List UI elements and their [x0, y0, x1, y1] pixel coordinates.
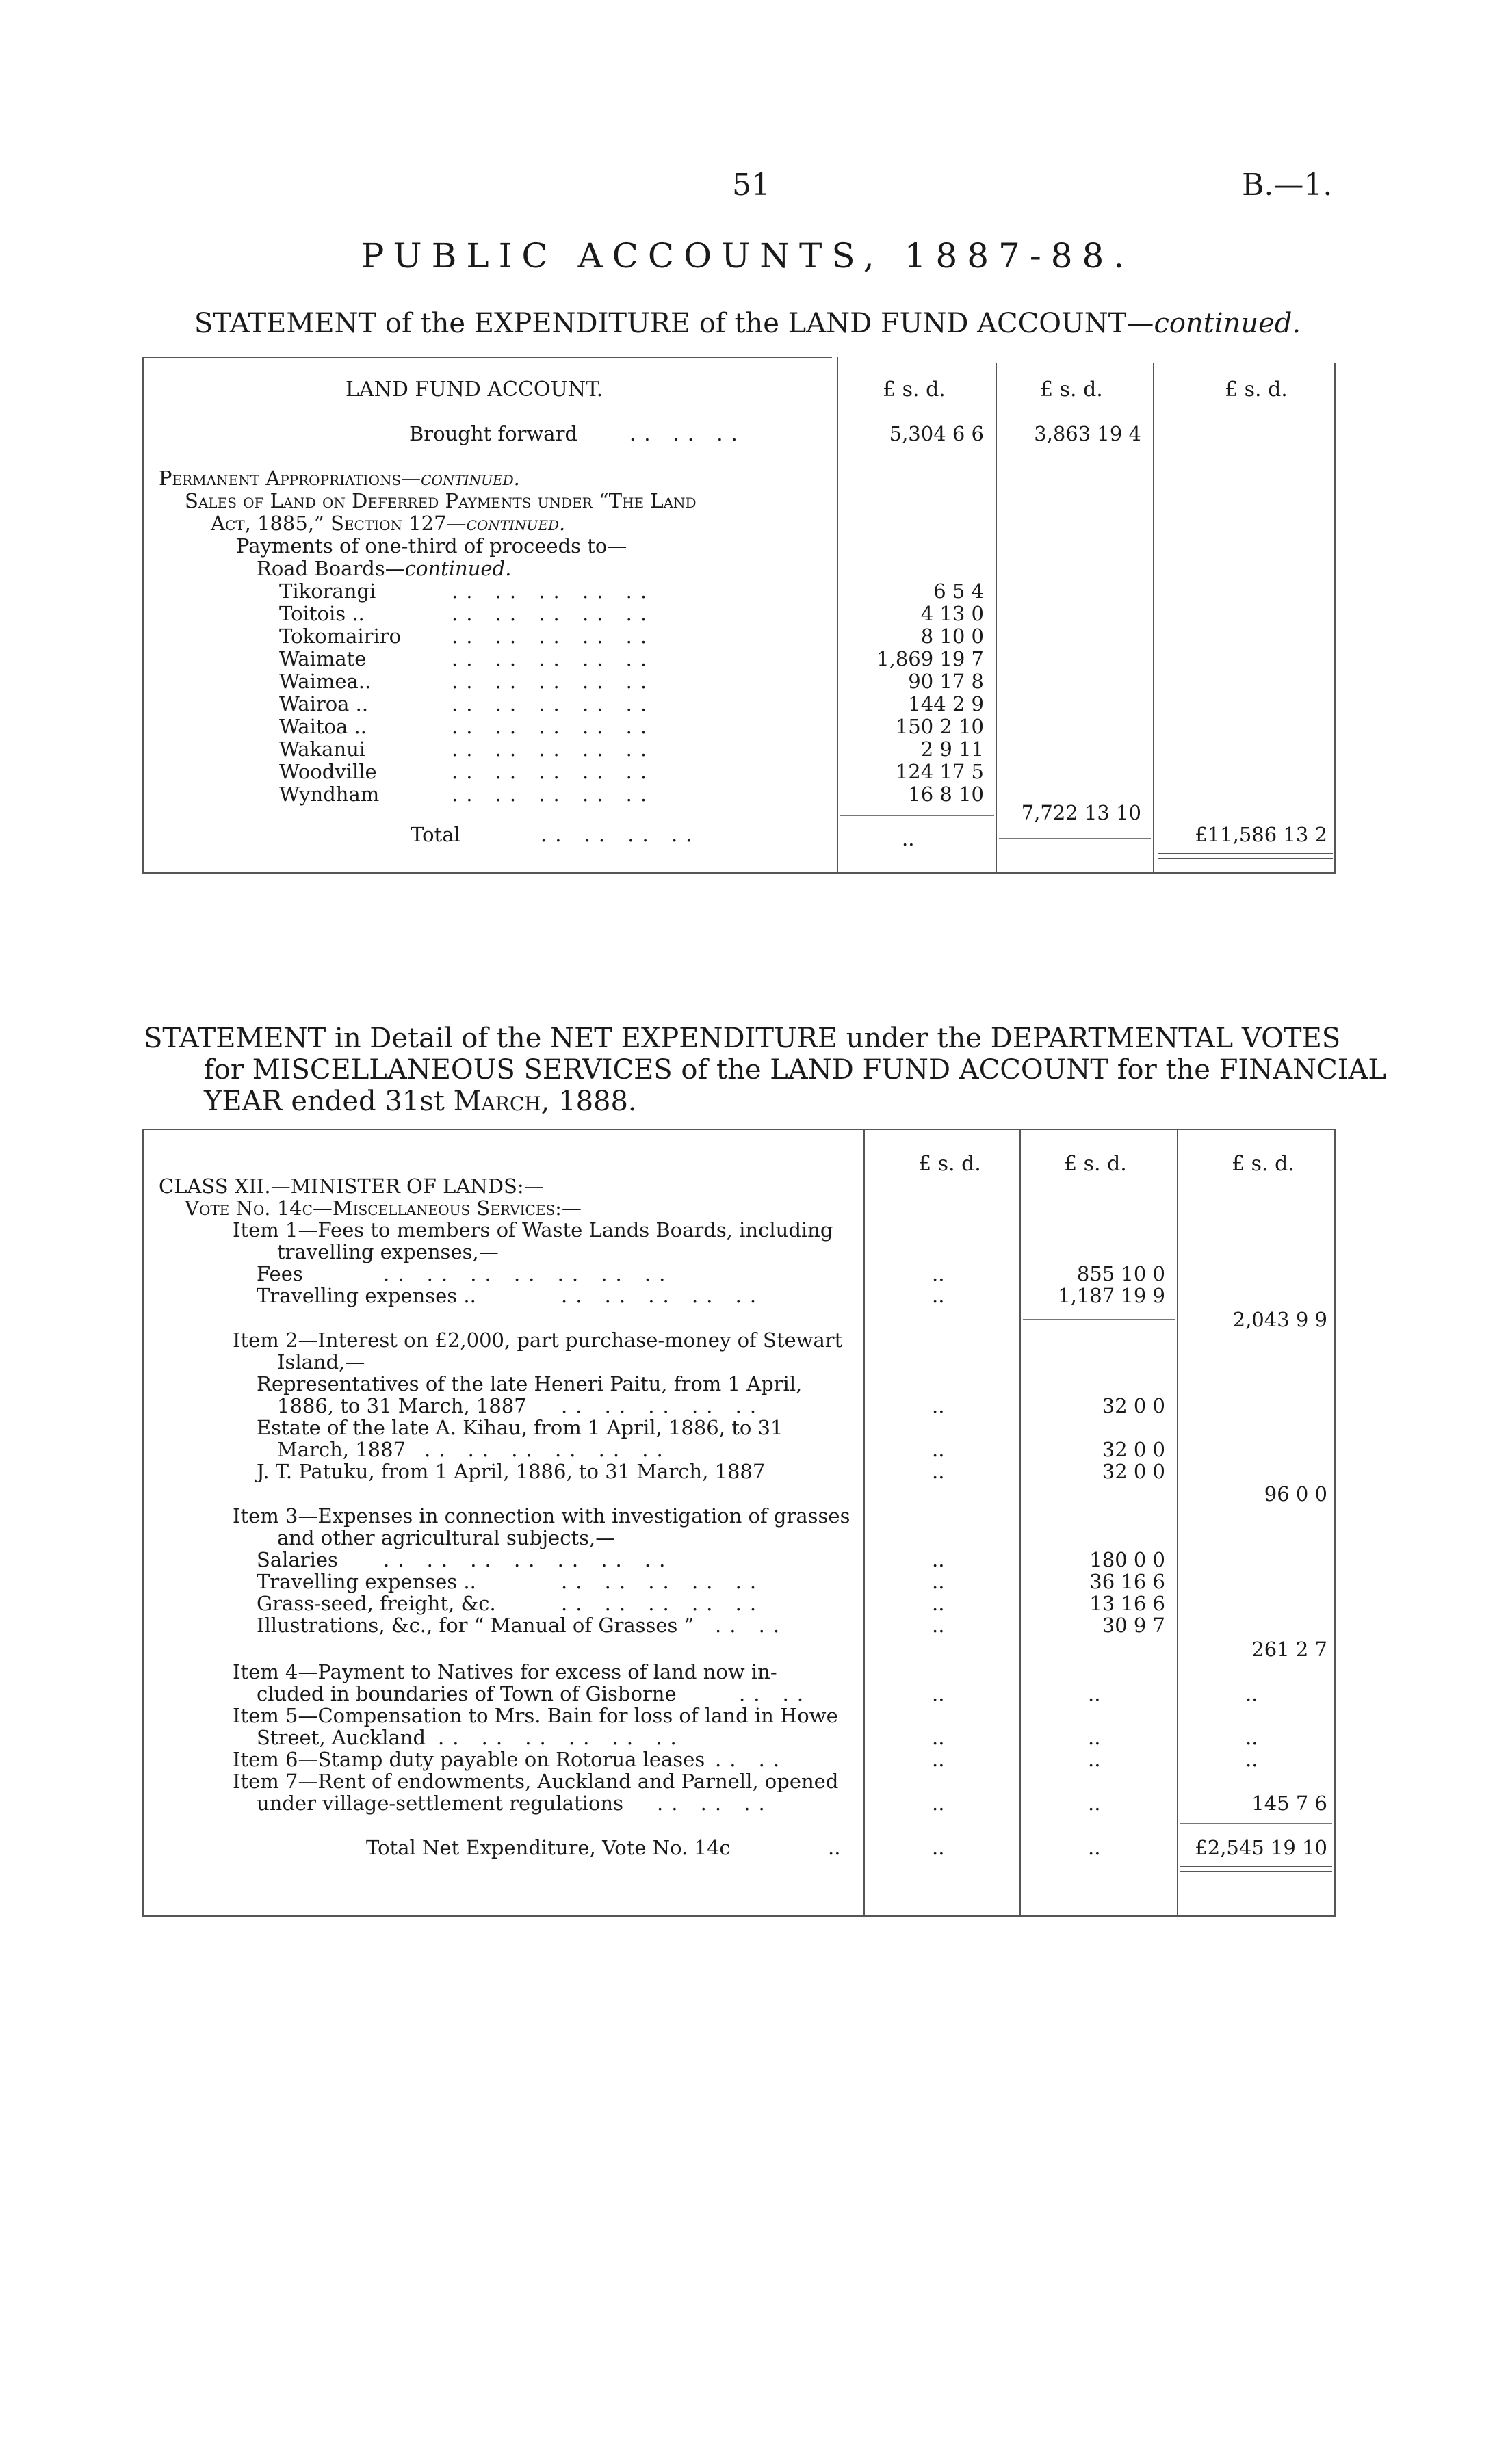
item-4-c1: .. [932, 1682, 945, 1705]
representatives-label-cont: 1886, to 31 March, 1887 [277, 1394, 527, 1417]
illustrations-label: Illustrations, &c., for “ Manual of Grasses ” [257, 1614, 694, 1637]
leader-dots: .. .. .. .. [541, 823, 701, 846]
salaries-c1: .. [932, 1548, 945, 1571]
item-2: Item 2—Interest on £2,000, part purchase-money of Stewart [233, 1328, 843, 1352]
page-number: 51 [732, 168, 770, 202]
table1-col-header: £ s. d. [883, 378, 946, 402]
subtitle-text: STATEMENT of the EXPENDITURE of the LAND FUND ACCOUNT— [194, 308, 1154, 339]
leader-dots: .. .. .. .. .. [561, 1394, 765, 1417]
travelling-expenses-c2: 36 16 6 [1089, 1570, 1165, 1593]
total-c1: .. [932, 1836, 945, 1859]
class-heading: CLASS XII.—MINISTER OF LANDS:— [159, 1175, 544, 1198]
salaries-label: Salaries [257, 1548, 338, 1571]
representatives-label: Representatives of the late Heneri Paitu, from 1 April, [257, 1372, 803, 1395]
item-2-cont: Island,— [277, 1350, 365, 1374]
title-line: for MISCELLANEOUS SERVICES of the LAND FUND ACCOUNT for the FINANCIAL [204, 1054, 1386, 1086]
total-rule [1180, 1823, 1332, 1824]
item-5-cont: Street, Auckland [257, 1726, 426, 1749]
item-6-c2: .. [1088, 1748, 1101, 1771]
travelling-label: Travelling expenses .. [257, 1284, 476, 1307]
item-7-c1: .. [932, 1792, 945, 1815]
row-name: Wairoa .. [279, 692, 369, 716]
leader-dots: .. .. .. .. .. [561, 1592, 765, 1615]
salaries-c2: 180 0 0 [1089, 1548, 1165, 1571]
brought-forward-label: Brought forward [409, 422, 578, 445]
table1-bottom-rule [142, 872, 1336, 874]
table1-left-border [142, 357, 144, 872]
travelling-expenses-c1: .. [932, 1570, 945, 1593]
leader-dots: .. .. .. .. .. .. [438, 1726, 685, 1749]
estate-label: Estate of the late A. Kihau, from 1 April, 1886, to 31 [257, 1416, 783, 1439]
row-amount: 90 17 8 [908, 670, 984, 693]
travelling-expenses-label: Travelling expenses .. [257, 1570, 476, 1593]
row-amount: 8 10 0 [920, 625, 984, 648]
subtotal-rule [840, 815, 994, 816]
fees-label: Fees [257, 1262, 303, 1285]
leader-dots: .. .. .. .. .. [452, 602, 655, 625]
leader-dots: .. .. [739, 1682, 812, 1705]
fees-c1: .. [932, 1262, 945, 1285]
estate-label-cont: March, 1887 [277, 1438, 406, 1461]
item-6: Item 6—Stamp duty payable on Rotorua leases [233, 1748, 705, 1771]
item-3-cont: and other agricultural subjects,— [277, 1526, 616, 1549]
leader-dots: .. .. .. .. .. [452, 579, 655, 603]
document-reference: B.—1. [1242, 168, 1333, 202]
item-6-c3: .. [1245, 1748, 1258, 1771]
table2-col-divider [863, 1129, 865, 1915]
leader-dots: .. .. .. .. .. .. .. [383, 1262, 674, 1285]
patuku-c1: .. [932, 1460, 945, 1483]
travelling-c1: .. [932, 1284, 945, 1307]
item-7-cont: under village-settlement regulations [257, 1792, 623, 1815]
table2-col-divider [1177, 1129, 1178, 1915]
section-payments: Payments of one-third of proceeds to— [236, 534, 627, 558]
section-text: Road Boards— [257, 557, 405, 580]
row-name: Waitoa .. [279, 715, 367, 738]
brought-forward-c1: 5,304 6 6 [889, 422, 984, 445]
row-name: Toitois .. [279, 602, 365, 625]
title-text: YEAR ended 31st [204, 1086, 445, 1117]
item-1-cont: travelling expenses,— [277, 1240, 499, 1263]
item-6-c1: .. [932, 1748, 945, 1771]
statement-title [144, 1023, 1386, 1117]
table2-top-rule [142, 1129, 1336, 1130]
table1-col-divider [837, 357, 838, 872]
representatives-c2: 32 0 0 [1102, 1394, 1165, 1417]
item-3: Item 3—Expenses in connection with investigation of grasses [233, 1504, 850, 1528]
title-year: 1888. [558, 1086, 637, 1117]
grass-seed-c1: .. [932, 1592, 945, 1615]
vote-heading: Vote No. 14c—Miscellaneous Services:— [185, 1196, 582, 1220]
table2-bottom-rule [142, 1915, 1336, 1917]
table2-right-border [1334, 1129, 1336, 1915]
item-5: Item 5—Compensation to Mrs. Bain for loss of land in Howe [233, 1704, 838, 1727]
total-c1: .. [902, 827, 915, 850]
leader-dots: .. .. .. .. .. .. [424, 1438, 671, 1461]
row-amount: 1,869 19 7 [876, 647, 984, 670]
subtitle-continued: continued. [1154, 308, 1301, 339]
patuku-c2: 32 0 0 [1102, 1460, 1165, 1483]
title-line [144, 1086, 1348, 1117]
section-text: Permanent Appropriations— [159, 467, 421, 490]
table1-right-border [1334, 363, 1336, 872]
section-act-1885 [211, 512, 565, 535]
section-road-boards [257, 558, 511, 580]
illustrations-c1: .. [932, 1614, 945, 1637]
title-month: March, [453, 1086, 550, 1117]
leader-dots: .. .. [715, 1748, 788, 1771]
statement-subtitle [0, 308, 1495, 339]
section-permanent-appropriations [159, 467, 520, 490]
grass-seed-c2: 13 16 6 [1089, 1592, 1165, 1615]
grand-total: £2,545 19 10 [1195, 1836, 1327, 1859]
item-4: Item 4—Payment to Natives for excess of land now in- [233, 1660, 777, 1683]
section-text: Act, 1885,” Section 127— [211, 512, 467, 535]
leader-dots: .. .. .. .. .. [452, 647, 655, 670]
row-amount: 144 2 9 [908, 692, 984, 716]
title-line: STATEMENT in Detail of the NET EXPENDITURE under the DEPARTMENTAL VOTES [144, 1023, 1341, 1054]
item-4-c2: .. [1088, 1682, 1101, 1705]
subtotal-amount: 7,722 13 10 [1021, 801, 1141, 824]
row-name: Tikorangi [279, 579, 376, 603]
table2-col-header: £ s. d. [918, 1152, 981, 1176]
row-amount: 150 2 10 [895, 715, 984, 738]
leader-dots: .. .. .. .. .. .. .. [383, 1548, 674, 1571]
row-name: Wyndham [279, 783, 380, 806]
leader-dots: .. .. .. .. .. [452, 737, 655, 761]
table2-left-border [142, 1129, 144, 1915]
double-rule [1180, 1871, 1332, 1872]
subtotal-rule [1023, 1319, 1175, 1320]
section-sales-of-land: Sales of Land on Deferred Payments under “The Land [185, 489, 697, 512]
leader-dots: .. .. .. [657, 1792, 773, 1815]
estate-c2: 32 0 0 [1102, 1438, 1165, 1461]
total-net-label: Total Net Expenditure, Vote No. 14c [366, 1836, 731, 1859]
item-2-total: 96 0 0 [1264, 1482, 1327, 1506]
item-5-c2: .. [1088, 1726, 1101, 1749]
brought-forward-c2: 3,863 19 4 [1034, 422, 1141, 445]
item-4-cont: cluded in boundaries of Town of Gisborne [257, 1682, 677, 1705]
table2-col-header: £ s. d. [1064, 1152, 1127, 1176]
illustrations-c2: 30 9 7 [1102, 1614, 1165, 1637]
grass-seed-label: Grass-seed, freight, &c. [257, 1592, 496, 1615]
row-amount: 16 8 10 [908, 783, 984, 806]
leader-dots: .. .. .. .. .. [452, 783, 655, 806]
item-4-c3: .. [1245, 1682, 1258, 1705]
double-rule [1180, 1866, 1332, 1867]
leader-dots: .. .. .. .. .. [561, 1570, 765, 1593]
leader-dots: .. .. .. .. .. [452, 625, 655, 648]
double-rule [1158, 853, 1333, 854]
table1-col-header: £ s. d. [1225, 378, 1288, 402]
item-1: Item 1—Fees to members of Waste Lands Boards, including [233, 1218, 833, 1242]
leader-dots: .. .. .. .. .. [452, 715, 655, 738]
item-5-c3: .. [1245, 1726, 1258, 1749]
grand-total: £11,586 13 2 [1195, 823, 1327, 846]
section-continued: continued. [466, 512, 566, 535]
table1-top-rule [142, 357, 832, 358]
patuku-label: J. T. Patuku, from 1 April, 1886, to 31 March, 1887 [257, 1460, 766, 1483]
leader-dots: .. .. [715, 1614, 788, 1637]
table1-heading: LAND FUND ACCOUNT. [346, 378, 603, 402]
table2-col-divider [1019, 1129, 1021, 1915]
section-continued: continued. [421, 467, 520, 490]
page-title: PUBLIC ACCOUNTS, 1887-88. [361, 236, 1134, 276]
leader-dots: .. .. .. .. .. [452, 670, 655, 693]
representatives-c1: .. [932, 1394, 945, 1417]
travelling-c2: 1,187 19 9 [1058, 1284, 1165, 1307]
item-7: Item 7—Rent of endowments, Auckland and Parnell, opened [233, 1770, 839, 1793]
row-amount: 4 13 0 [920, 602, 984, 625]
row-name: Waimate [279, 647, 367, 670]
subtotal-rule [999, 838, 1151, 839]
leader-dots: .. .. .. [629, 422, 746, 445]
table2-col-header: £ s. d. [1232, 1152, 1295, 1176]
item-3-total: 261 2 7 [1251, 1638, 1327, 1661]
total-dots: .. [828, 1836, 841, 1859]
row-amount: 124 17 5 [895, 760, 984, 783]
row-name: Woodville [279, 760, 377, 783]
row-amount: 6 5 4 [933, 579, 984, 603]
total-c2: .. [1088, 1836, 1101, 1859]
leader-dots: .. .. .. .. .. [452, 692, 655, 716]
section-continued: continued. [404, 557, 512, 580]
table1-col-divider [996, 363, 997, 872]
item-7-total: 145 7 6 [1251, 1792, 1327, 1815]
table1-col-header: £ s. d. [1040, 378, 1103, 402]
row-amount: 2 9 11 [920, 737, 984, 761]
total-label: Total [411, 823, 460, 846]
item-7-c2: .. [1088, 1792, 1101, 1815]
item-1-total: 2,043 9 9 [1232, 1308, 1327, 1331]
row-name: Wakanui [279, 737, 366, 761]
table1-col-divider [1153, 363, 1154, 872]
double-rule [1158, 858, 1333, 859]
item-5-c1: .. [932, 1726, 945, 1749]
leader-dots: .. .. .. .. .. [452, 760, 655, 783]
row-name: Waimea.. [279, 670, 372, 693]
estate-c1: .. [932, 1438, 945, 1461]
row-name: Tokomairiro [279, 625, 402, 648]
leader-dots: .. .. .. .. .. [561, 1284, 765, 1307]
fees-c2: 855 10 0 [1076, 1262, 1165, 1285]
